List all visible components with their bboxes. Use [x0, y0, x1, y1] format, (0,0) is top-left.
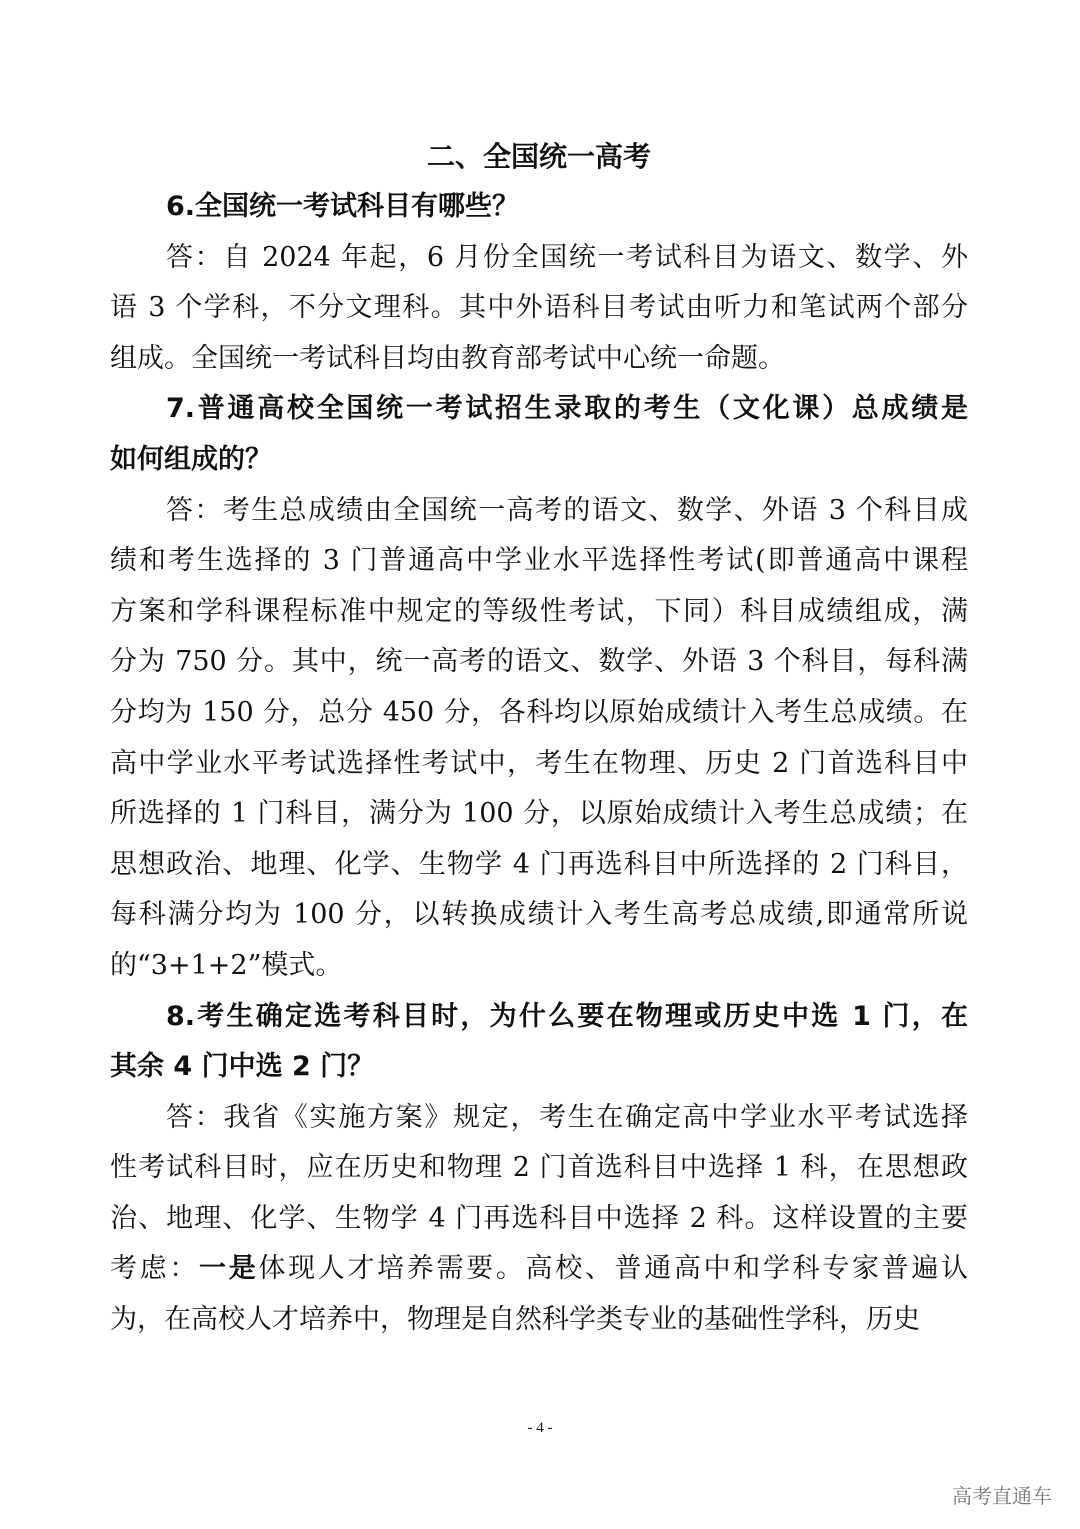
text-line: 其余 4 门中选 2 门？ — [110, 1051, 375, 1083]
text-line: 所选择的 1 门科目，满分为 100 分，以原始成绩计入考生总成绩；在 — [110, 798, 968, 830]
text-segment: 考虑： — [110, 1253, 200, 1285]
text-line: 6.全国统一考试科目有哪些？ — [166, 191, 520, 222]
watermark: 高考直通车 — [952, 1484, 1052, 1508]
text-line: 答：考生总成绩由全国统一高考的语文、数学、外语 3 个科目成 — [166, 494, 968, 526]
text-line: 语 3 个学科，不分文理科。其中外语科目考试由听力和笔试两个部分 — [110, 292, 968, 324]
text-segment: 体现人才培养需要。高校、普通高中和学科专家普遍认 — [258, 1253, 969, 1285]
question-heading — [110, 992, 968, 1093]
text-line: 方案和学科课程标准中规定的等级性考试，下同）科目成绩组成，满 — [110, 595, 968, 627]
answer-paragraph — [110, 486, 968, 992]
content-blocks — [110, 182, 968, 1346]
text-line: 分为 750 分。其中，统一高考的语文、数学、外语 3 个科目，每科满 — [110, 646, 968, 678]
text-line: 治、地理、化学、生物学 4 门再选科目中选择 2 科。这样设置的主要 — [110, 1202, 968, 1234]
answer-paragraph — [110, 233, 968, 385]
document-body — [110, 132, 968, 1346]
page-number: - 4 - — [527, 1420, 553, 1436]
text-line: 绩和考生选择的 3 门普通高中学业水平选择性考试(即普通高中课程 — [110, 545, 968, 577]
text-line: 为，在高校人才培养中，物理是自然科学类专业的基础性学科，历史 — [110, 1304, 920, 1336]
text-line — [110, 1244, 968, 1295]
text-line: 答：自 2024 年起，6 月份全国统一考试科目为语文、数学、外 — [166, 241, 968, 273]
question-heading — [110, 182, 968, 233]
text-line: 思想政治、地理、化学、生物学 4 门再选科目中所选择的 2 门科目， — [110, 848, 968, 880]
text-line: 每科满分均为 100 分，以转换成绩计入考生高考总成绩,即通常所说 — [110, 899, 968, 931]
text-line: 如何组成的？ — [110, 443, 272, 475]
section-title: 二、全国统一高考 — [426, 140, 651, 173]
emphasis-text: 一是 — [199, 1253, 259, 1285]
text-line: 组成。全国统一考试科目均由教育部考试中心统一命题。 — [110, 342, 785, 374]
text-line: 答：我省《实施方案》规定，考生在确定高中学业水平考试选择 — [166, 1101, 968, 1133]
text-line: 7.普通高校全国统一考试招生录取的考生（文化课）总成绩是 — [166, 393, 968, 425]
text-line: 8.考生确定选考科目时，为什么要在物理或历史中选 1 门，在 — [166, 1000, 968, 1032]
text-line: 高中学业水平考试选择性考试中，考生在物理、历史 2 门首选科目中 — [110, 747, 968, 779]
text-line: 性考试科目时，应在历史和物理 2 门首选科目中选择 1 科，在思想政 — [110, 1152, 968, 1184]
answer-paragraph — [110, 1093, 968, 1346]
text-line: 的“3+1+2”模式。 — [110, 949, 343, 981]
question-heading — [110, 384, 968, 485]
text-line: 分均为 150 分，总分 450 分，各科均以原始成绩计入考生总成绩。在 — [110, 696, 968, 728]
